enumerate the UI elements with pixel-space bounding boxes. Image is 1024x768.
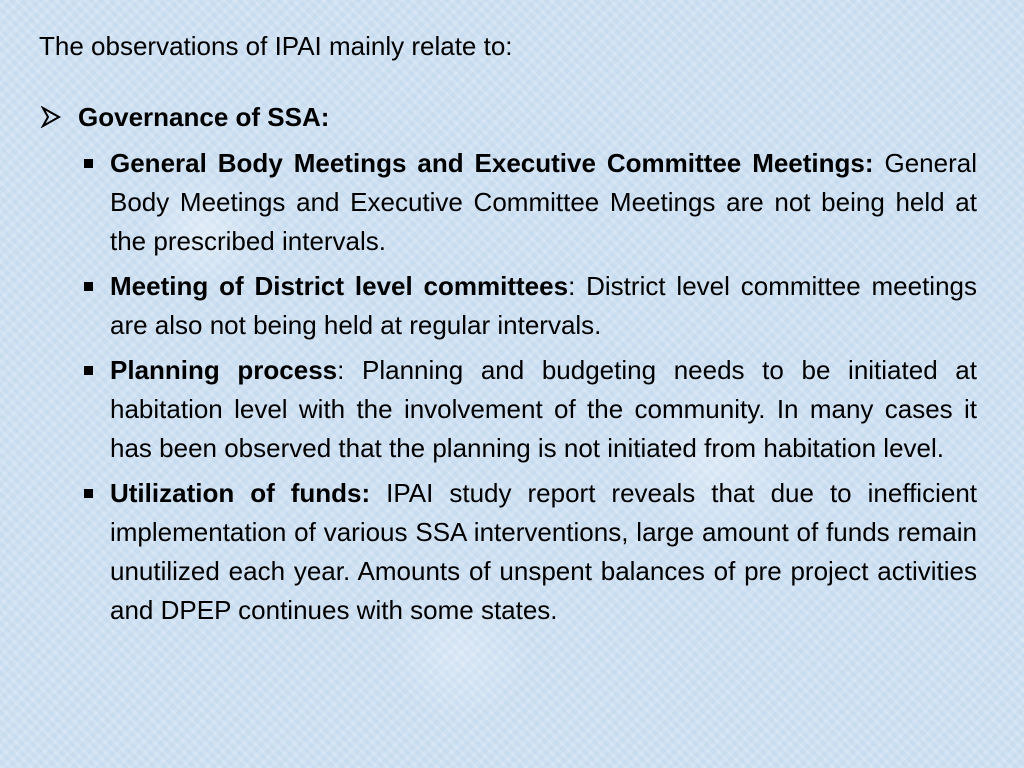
- list-item-text: [110, 267, 977, 345]
- list-item-term: General Body Meetings and Executive Committee Meetings:: [110, 148, 874, 178]
- list-item: [82, 144, 977, 261]
- square-bullet-icon: [82, 351, 110, 468]
- list-item-text: [110, 474, 977, 630]
- intro-text: The observations of IPAI mainly relate to:: [39, 31, 513, 61]
- list-item-text: [110, 351, 977, 468]
- square-bullet-icon: [82, 267, 110, 345]
- list-item: [82, 474, 977, 630]
- list-item-description: IPAI study report reveals that due to inefficient implementation of various SSA interventions, large amount of funds remain unutilized each year. Amounts of unspent balances of pre project activities and DPEP continues with some states.: [110, 478, 978, 625]
- list-item-description: General Body Meetings and Executive Committee Meetings are not being held at the prescribed intervals.: [110, 148, 977, 256]
- list-item-text: [110, 144, 977, 261]
- section-heading: Governance of SSA:: [78, 102, 330, 132]
- list-item-term: Meeting of District level committees: [110, 271, 569, 301]
- list-item-term: Planning process: [110, 355, 338, 385]
- square-bullet-icon: [82, 144, 110, 261]
- section-heading-row: [40, 100, 329, 134]
- list-item-term: Utilization of funds:: [110, 478, 371, 508]
- arrow-bullet-icon: [40, 106, 62, 128]
- list-item-description: : Planning and budgeting needs to be initiated at habitation level with the involvement of the community. In many cases it has been observed that the planning is not initiated from habitation level.: [110, 355, 977, 463]
- list-item: [82, 267, 977, 345]
- list-item-description: : District level committee meetings are also not being held at regular intervals.: [110, 271, 977, 340]
- observation-list: [82, 144, 977, 636]
- list-item: [82, 351, 977, 468]
- square-bullet-icon: [82, 474, 110, 630]
